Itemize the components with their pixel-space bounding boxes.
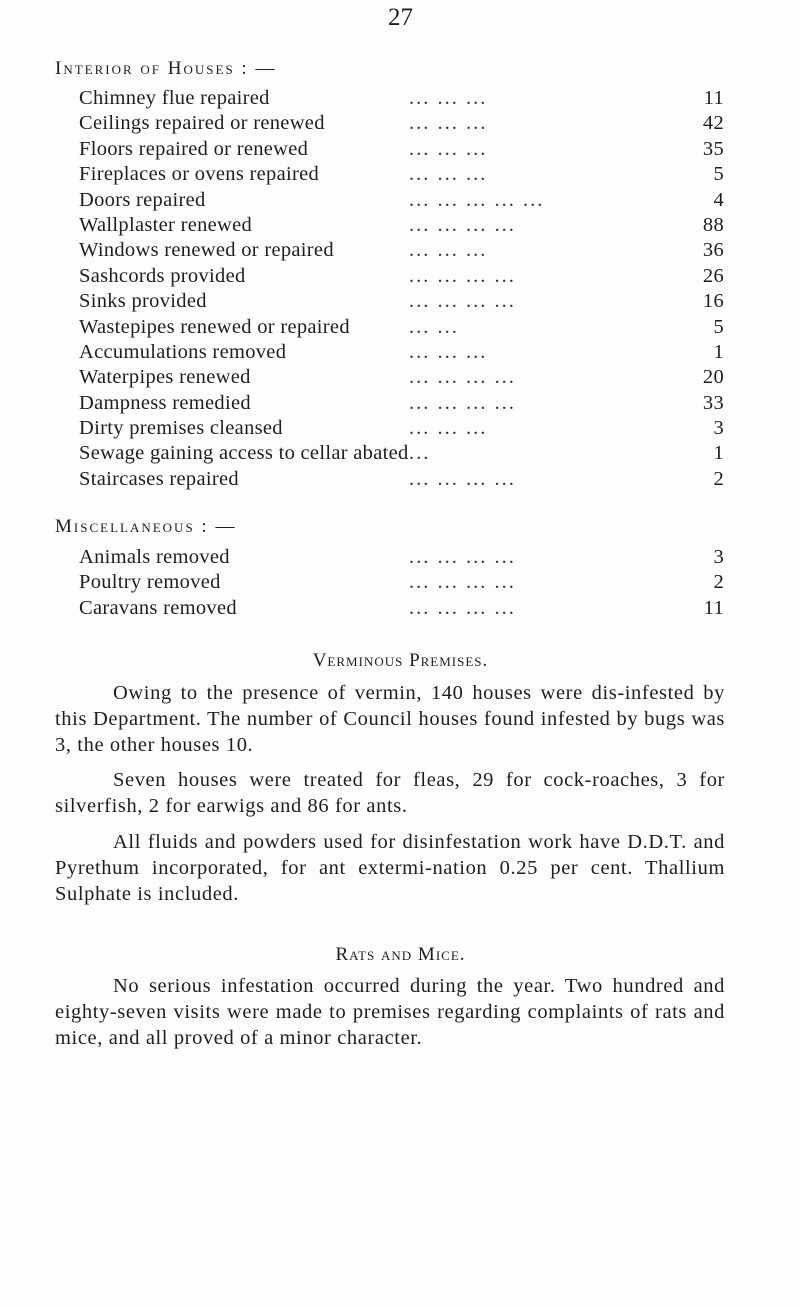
item-count: 4 — [713, 188, 724, 211]
list-item — [79, 188, 724, 213]
rats-heading: Rats and Mice. — [335, 944, 466, 965]
leader-dots: ... ... ... ... — [409, 290, 516, 313]
interior-list — [79, 86, 724, 492]
item-count: 88 — [702, 213, 724, 236]
leader-dots: ... ... ... ... — [409, 571, 516, 594]
leader-dots: ... ... ... — [409, 417, 488, 440]
item-count: 42 — [702, 112, 724, 135]
item-label: Dirty premises cleansed — [79, 417, 283, 440]
leader-dots: ... ... ... — [409, 137, 488, 160]
item-count: 1 — [713, 442, 724, 465]
leader-dots: ... ... ... — [409, 340, 488, 363]
list-item — [79, 315, 724, 340]
leader-dots: ... ... ... ... — [409, 596, 516, 619]
item-label: Chimney flue repaired — [79, 87, 270, 109]
item-label: Poultry removed — [79, 571, 221, 594]
item-label: Ceilings repaired or renewed — [79, 112, 325, 135]
leader-dots: ... ... ... ... — [409, 264, 516, 287]
item-count: 33 — [702, 391, 724, 414]
item-label: Floors repaired or renewed — [79, 137, 309, 160]
leader-dots: ... ... ... — [409, 239, 488, 262]
verminous-heading: Verminous Premises. — [312, 650, 489, 671]
item-label: Caravans removed — [79, 596, 237, 619]
item-count: 2 — [713, 571, 724, 594]
leader-dots: ... ... ... ... — [409, 546, 516, 568]
verminous-paragraph-3: All fluids and powders used for disinfestation work have D.D.T. and Pyrethum incorporated, for ant extermi-nation 0.25 per cent. Thallium Sulphate is included. — [55, 831, 725, 905]
item-count: 36 — [702, 239, 724, 262]
list-item — [79, 570, 724, 595]
item-label: Doors repaired — [79, 188, 206, 211]
item-label: Staircases repaired — [79, 467, 239, 490]
item-count: 5 — [713, 315, 724, 338]
list-item — [79, 238, 724, 263]
leader-dots: ... ... ... ... — [409, 213, 516, 236]
item-label: Sewage gaining access to cellar abated — [79, 442, 409, 465]
item-count: 35 — [702, 137, 724, 160]
list-item — [79, 111, 724, 136]
list-item — [79, 545, 724, 570]
item-count: 2 — [713, 467, 724, 490]
leader-dots: ... ... ... ... — [409, 366, 516, 389]
item-count: 1 — [713, 340, 724, 363]
leader-dots: ... ... ... — [409, 163, 488, 186]
list-item — [79, 441, 724, 466]
list-item — [79, 391, 724, 416]
item-count: 3 — [713, 546, 724, 568]
item-label: Animals removed — [79, 546, 230, 568]
list-item — [79, 467, 724, 492]
verminous-paragraph-1: Owing to the presence of vermin, 140 houses were dis-infested by this Department. The number of Council houses found infested by bugs was 3, the other houses 10. — [55, 682, 725, 756]
list-item — [79, 137, 724, 162]
list-item — [79, 86, 724, 111]
leader-dots: ... ... ... ... — [409, 391, 516, 414]
interior-heading: Interior of Houses : — — [55, 58, 277, 79]
item-count: 11 — [703, 596, 724, 619]
list-item — [79, 596, 724, 621]
item-label: Windows renewed or repaired — [79, 239, 334, 262]
leader-dots: ... ... — [409, 315, 459, 338]
leader-dots: ... ... ... ... — [409, 467, 516, 490]
item-label: Sashcords provided — [79, 264, 246, 287]
item-label: Sinks provided — [79, 290, 207, 313]
item-count: 16 — [702, 290, 724, 313]
rats-paragraph: No serious infestation occurred during the year. Two hundred and eighty-seven visits were made to premises regarding complaints of rats and mice, and all proved of a minor character. — [55, 975, 725, 1049]
verminous-paragraph-2: Seven houses were treated for fleas, 29 for cock-roaches, 3 for silverfish, 2 for earwigs and 86 for ants. — [55, 769, 725, 817]
list-item — [79, 340, 724, 365]
item-label: Wallplaster renewed — [79, 213, 253, 236]
leader-dots: ... — [409, 442, 431, 465]
item-count: 3 — [713, 417, 724, 440]
list-item — [79, 162, 724, 187]
item-label: Wastepipes renewed or repaired — [79, 315, 350, 338]
item-label: Accumulations removed — [79, 340, 287, 363]
item-label: Dampness remedied — [79, 391, 251, 414]
list-item — [79, 213, 724, 238]
miscellaneous-list — [79, 545, 724, 621]
list-item — [79, 289, 724, 314]
list-item — [79, 416, 724, 441]
item-label: Waterpipes renewed — [79, 366, 251, 389]
leader-dots: ... ... ... ... ... — [409, 188, 545, 211]
leader-dots: ... ... ... — [409, 87, 488, 109]
item-count: 26 — [702, 264, 724, 287]
list-item — [79, 264, 724, 289]
leader-dots: ... ... ... — [409, 112, 488, 135]
item-count: 11 — [703, 87, 724, 109]
item-count: 20 — [702, 366, 724, 389]
item-count: 5 — [713, 163, 724, 186]
list-item — [79, 365, 724, 390]
page-number: 27 — [388, 4, 413, 31]
item-label: Fireplaces or ovens repaired — [79, 163, 320, 186]
miscellaneous-heading: Miscellaneous : — — [55, 516, 237, 537]
